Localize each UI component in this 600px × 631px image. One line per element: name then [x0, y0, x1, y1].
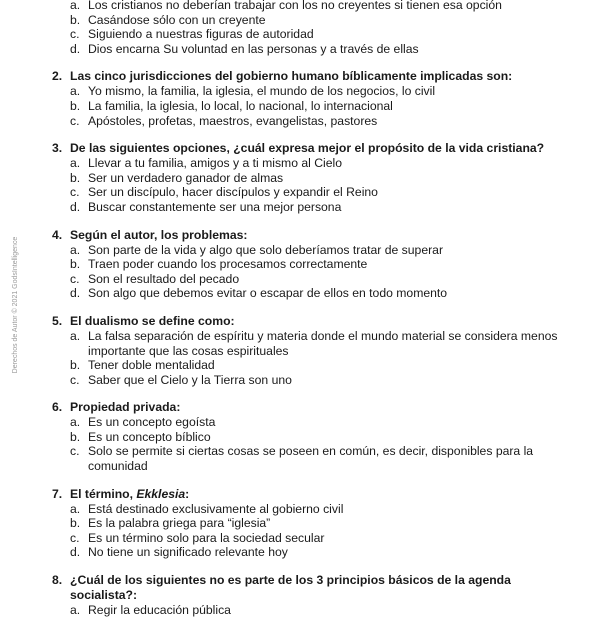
question-4-title: 4. Según el autor, los problemas: [52, 227, 248, 242]
option-5c: c. Saber que el Cielo y la Tierra son uno [70, 372, 292, 387]
option-5a: a. La falsa separación de espíritu y materia donde el mundo material se considera menos importante que las cosas espirituales [70, 328, 558, 358]
question-1 [52, 0, 572, 56]
option-4a: a. Son parte de la vida y algo que solo deberíamos tratar de superar [70, 242, 444, 257]
option-6c: c. Solo se permite si ciertas cosas se poseen en común, es decir, disponibles para la comunidad [70, 444, 534, 474]
copyright-side-note: Derechos de Autor © 2021 GodsIntelligence [12, 236, 19, 374]
option-2b: b. La familia, la iglesia, lo local, lo nacional, lo internacional [70, 98, 393, 113]
option-2c: c. Apóstoles, profetas, maestros, evangelistas, pastores [70, 113, 378, 128]
option-1a: a. Los cristianos no deberían trabajar con los no creyentes si tienen esa opción [70, 0, 502, 12]
option-3d: d. Buscar constantemente ser una mejor persona [70, 199, 342, 214]
question-3-title: 3. De las siguientes opciones, ¿cuál expresa mejor el propósito de la vida cristiana? [52, 141, 545, 156]
question-3 [52, 141, 572, 214]
question-6 [52, 400, 572, 473]
question-6-title: 6. Propiedad privada: [52, 400, 181, 415]
question-7 [52, 487, 572, 560]
question-5-title: 5. El dualismo se define como: [52, 313, 235, 328]
question-8 [52, 573, 572, 618]
option-6b: b. Es un concepto bíblico [70, 429, 211, 444]
option-1b: b. Casándose sólo con un creyente [70, 12, 266, 27]
option-3a: a. Llevar a tu familia, amigos y a ti mismo al Cielo [70, 156, 342, 171]
question-5 [52, 314, 572, 387]
option-7a: a. Está destinado exclusivamente al gobierno civil [70, 501, 344, 516]
question-7-title: 7. El término, Ekklesia: [52, 486, 190, 501]
option-2a: a. Yo mismo, la familia, la iglesia, el mundo de los negocios, lo civil [70, 84, 436, 99]
question-4 [52, 228, 572, 301]
question-2 [52, 69, 572, 128]
option-8a: a. Regir la educación pública [70, 603, 231, 618]
option-7b: b. Es la palabra griega para “iglesia” [70, 516, 271, 531]
question-1-options [52, 0, 572, 56]
option-7d: d. No tiene un significado relevante hoy [70, 545, 288, 560]
option-6a: a. Es un concepto egoísta [70, 415, 216, 430]
quiz-page [52, 0, 572, 631]
option-1d: d. Dios encarna Su voluntad en las personas y a través de ellas [70, 41, 419, 56]
option-5b: b. Tener doble mentalidad [70, 358, 215, 373]
question-8-title: 8. ¿Cuál de los siguientes no es parte de los 3 principios básicos de la agenda socialista?: [52, 573, 511, 603]
option-4b: b. Traen poder cuando los procesamos correctamente [70, 257, 368, 272]
option-1c: c. Siguiendo a nuestras figuras de autoridad [70, 27, 314, 42]
option-4c: c. Son el resultado del pecado [70, 271, 240, 286]
option-3b: b. Ser un verdadero ganador de almas [70, 170, 284, 185]
option-4d: d. Son algo que debemos evitar o escapar de ellos en todo momento [70, 286, 448, 301]
question-2-title: 2. Las cinco jurisdicciones del gobierno humano bíblicamente implicadas son: [52, 69, 513, 84]
option-3c: c. Ser un discípulo, hacer discípulos y expandir el Reino [70, 185, 378, 200]
option-7c: c. Es un término solo para la sociedad secular [70, 530, 325, 545]
ekklesia-term: Ekklesia [136, 486, 186, 501]
